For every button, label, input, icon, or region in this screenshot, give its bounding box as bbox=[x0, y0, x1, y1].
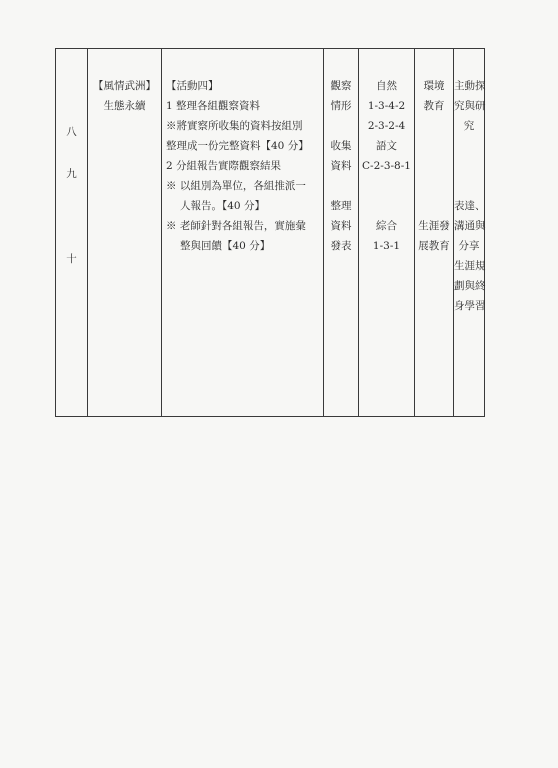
spacer bbox=[415, 196, 453, 216]
standard-line: 2-3-2-4 bbox=[367, 120, 406, 132]
activity-line: 整理成一份完整資料【40 分】 bbox=[166, 140, 309, 152]
core-line: 究 bbox=[463, 120, 475, 132]
unit-title: 【風情武洲】 bbox=[93, 80, 156, 92]
core-line: 生涯規 bbox=[454, 260, 486, 272]
week-list bbox=[56, 49, 87, 416]
week-label: 十 bbox=[66, 253, 77, 265]
spacer bbox=[415, 176, 453, 196]
lesson-plan-table bbox=[55, 48, 485, 417]
method-line: 整理 bbox=[330, 200, 352, 212]
spacer bbox=[454, 176, 484, 196]
core-line: 劃與終 bbox=[454, 280, 486, 292]
spacer bbox=[415, 136, 453, 156]
issue-line: 教育 bbox=[423, 100, 445, 112]
spacer bbox=[324, 176, 358, 196]
standard-line: 語文 bbox=[376, 140, 397, 152]
week-label: 九 bbox=[66, 168, 77, 180]
activity-line: 人報告。【40 分】 bbox=[180, 200, 265, 212]
issue-line: 生涯發 bbox=[418, 220, 450, 232]
spacer bbox=[454, 156, 484, 176]
core-competency-cell bbox=[454, 49, 485, 417]
table-row bbox=[56, 49, 485, 417]
unit-subtitle: 生態永續 bbox=[103, 100, 146, 112]
standard-line: 1-3-1 bbox=[372, 240, 401, 252]
week-label: 八 bbox=[66, 126, 77, 138]
core-line: 主動探 bbox=[454, 80, 486, 92]
standard-line: C-2-3-8-1 bbox=[362, 160, 411, 172]
activity-line: ※ 老師針對各組報告，實施彙 bbox=[166, 220, 306, 232]
core-line: 究與研 bbox=[454, 100, 486, 112]
method-line: 觀察 bbox=[330, 80, 352, 92]
activity-title: 【活動四】 bbox=[166, 80, 219, 92]
issue-line: 環境 bbox=[423, 80, 445, 92]
core-line: 溝通與 bbox=[454, 220, 486, 232]
core-line: 身學習 bbox=[454, 300, 486, 312]
method-line: 發表 bbox=[330, 240, 352, 252]
method-line: 情形 bbox=[330, 100, 352, 112]
spacer bbox=[359, 196, 414, 216]
standards-cell bbox=[359, 49, 415, 417]
issue-line: 展教育 bbox=[418, 240, 450, 252]
spacer bbox=[454, 136, 484, 156]
core-line: 表達、 bbox=[454, 200, 486, 212]
standard-line: 1-3-4-2 bbox=[367, 100, 406, 112]
activity-line: 1 整理各組觀察資料 bbox=[166, 100, 261, 112]
standard-line: 自然 bbox=[376, 80, 397, 92]
spacer bbox=[415, 116, 453, 136]
spacer bbox=[359, 176, 414, 196]
week-cell bbox=[56, 49, 88, 417]
method-line: 收集 bbox=[330, 140, 352, 152]
activity-line: ※將實察所收集的資料按組別 bbox=[166, 120, 303, 132]
activity-line: 整與回饋【40 分】 bbox=[180, 240, 271, 252]
core-line: 分享 bbox=[458, 240, 480, 252]
standard-line: 綜合 bbox=[376, 220, 397, 232]
activity-line: 2 分組報告實際觀察結果 bbox=[166, 160, 282, 172]
activity-cell bbox=[162, 49, 324, 417]
method-line: 資料 bbox=[330, 220, 352, 232]
spacer bbox=[415, 156, 453, 176]
unit-cell bbox=[88, 49, 162, 417]
method-line: 資料 bbox=[330, 160, 352, 172]
assessment-method-cell bbox=[324, 49, 359, 417]
spacer bbox=[324, 116, 358, 136]
issues-cell bbox=[415, 49, 454, 417]
activity-line: ※ 以組別為單位，各組推派一 bbox=[166, 180, 306, 192]
